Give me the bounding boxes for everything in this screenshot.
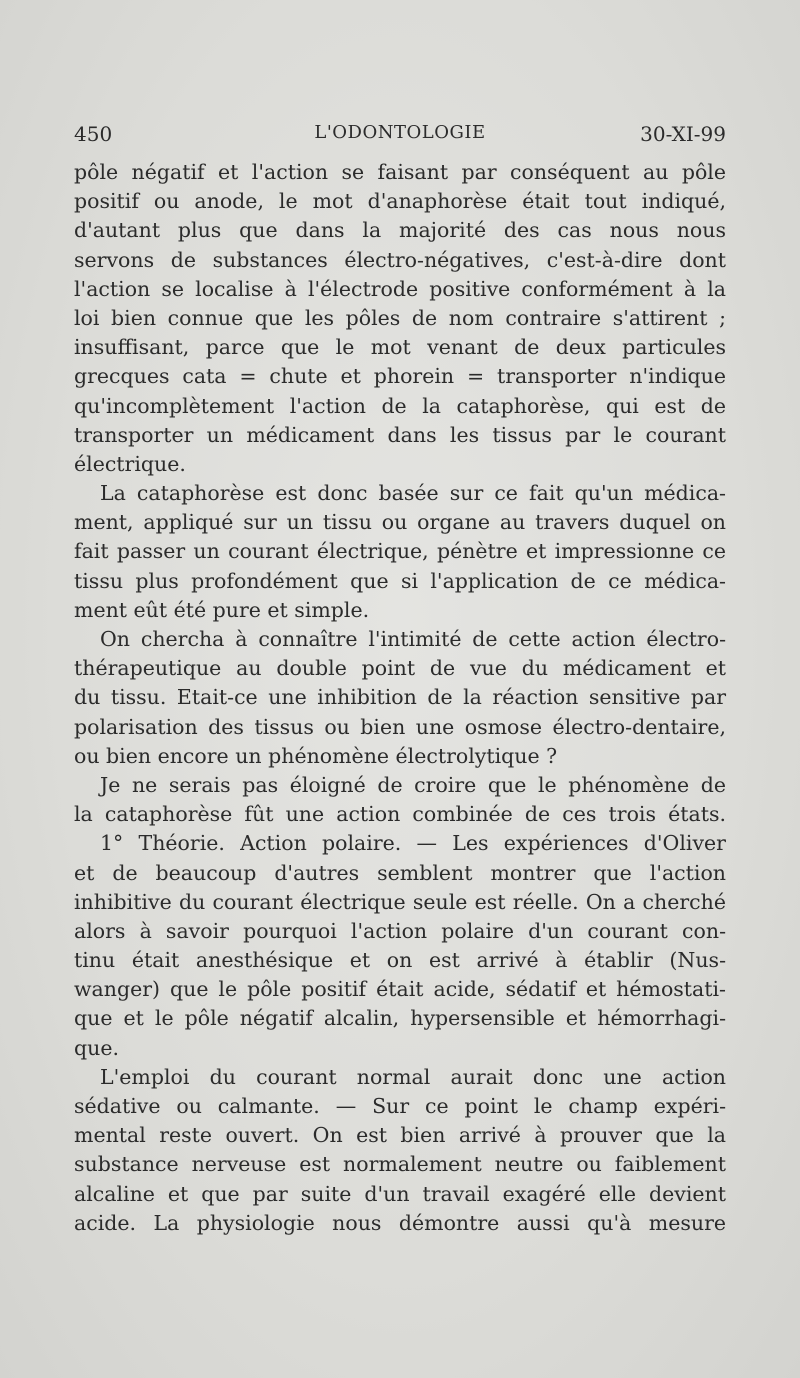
issue-date: 30-XI-99 <box>640 122 726 146</box>
text-line: et de beaucoup d'autres semblent montrer que l'action <box>74 860 726 885</box>
text-line: fait passer un courant électrique, pénètre et impressionne ce <box>74 539 726 564</box>
text-line: pôle négatif et l'action se faisant par conséquent au pôle <box>74 160 726 184</box>
text-line: d'autant plus que dans la majorité des cas nous nous <box>74 218 726 243</box>
text-line: électrique. <box>74 451 186 476</box>
text-line: alcaline et que par suite d'un travail exagéré elle devient <box>74 1181 726 1206</box>
text-line: transporter un médicament dans les tissus par le courant <box>74 422 726 447</box>
text-line: thérapeutique au double point de vue du médicament et <box>74 656 726 681</box>
text-line: alors à savoir pourquoi l'action polaire d'un courant con- <box>74 918 726 943</box>
text-line: ment eût été pure et simple. <box>74 597 370 622</box>
text-line: substance nerveuse est normalement neutre ou faiblement <box>74 1152 726 1177</box>
text-line: qu'incomplètement l'action de la cataphorèse, qui est de <box>74 393 726 418</box>
text-line: loi bien connue que les pôles de nom contraire s'attirent ; <box>74 305 726 330</box>
text-line: La cataphorèse est donc basée sur ce fait qu'un médica- <box>100 481 726 506</box>
text-line: insuffisant, parce que le mot venant de deux particules <box>74 335 726 360</box>
text-line: que et le pôle négatif alcalin, hypersensible et hémorrhagi- <box>74 1006 726 1031</box>
text-line: acide. La physiologie nous démontre aussi qu'à mesure <box>74 1210 726 1235</box>
page-number: 450 <box>74 122 113 146</box>
text-line: inhibitive du courant électrique seule est réelle. On a cherché <box>74 889 726 914</box>
text-line: tissu plus profondément que si l'application de ce médica- <box>74 568 726 593</box>
text-line: mental reste ouvert. On est bien arrivé à prouver que la <box>74 1123 726 1148</box>
text-line: L'emploi du courant normal aurait donc une action <box>100 1064 726 1089</box>
text-line: que. <box>74 1035 119 1060</box>
text-line: sédative ou calmante. — Sur ce point le champ expéri- <box>74 1094 726 1118</box>
text-line: positif ou anode, le mot d'anaphorèse était tout indiqué, <box>74 189 726 214</box>
text-line: tinu était anesthésique et on est arrivé à établir (Nus- <box>74 948 726 973</box>
page-header <box>74 122 726 150</box>
text-line: On chercha à connaître l'intimité de cette action électro- <box>100 627 726 651</box>
text-line: servons de substances électro-négatives, c'est-à-dire dont <box>74 247 726 272</box>
running-head: L'ODONTOLOGIE <box>314 122 486 143</box>
text-line: l'action se localise à l'électrode positive conformément à la <box>74 276 726 301</box>
text-line: ment, appliqué sur un tissu ou organe au travers duquel on <box>74 510 726 535</box>
text-line: Je ne serais pas éloigné de croire que le phénomène de <box>100 772 726 797</box>
body-text <box>74 158 726 1238</box>
text-line: polarisation des tissus ou bien une osmose électro-dentaire, <box>74 714 726 739</box>
text-line: ou bien encore un phénomène électrolytique ? <box>74 743 558 768</box>
text-line: grecques cata = chute et phorein = transporter n'indique <box>74 364 726 389</box>
text-line: la cataphorèse fût une action combinée de ces trois états. <box>74 802 726 827</box>
text-line: wanger) que le pôle positif était acide, sédatif et hémostati- <box>74 977 726 1002</box>
text-line: du tissu. Etait-ce une inhibition de la réaction sensitive par <box>74 685 726 710</box>
text-line: 1° Théorie. Action polaire. — Les expériences d'Oliver <box>100 831 726 856</box>
